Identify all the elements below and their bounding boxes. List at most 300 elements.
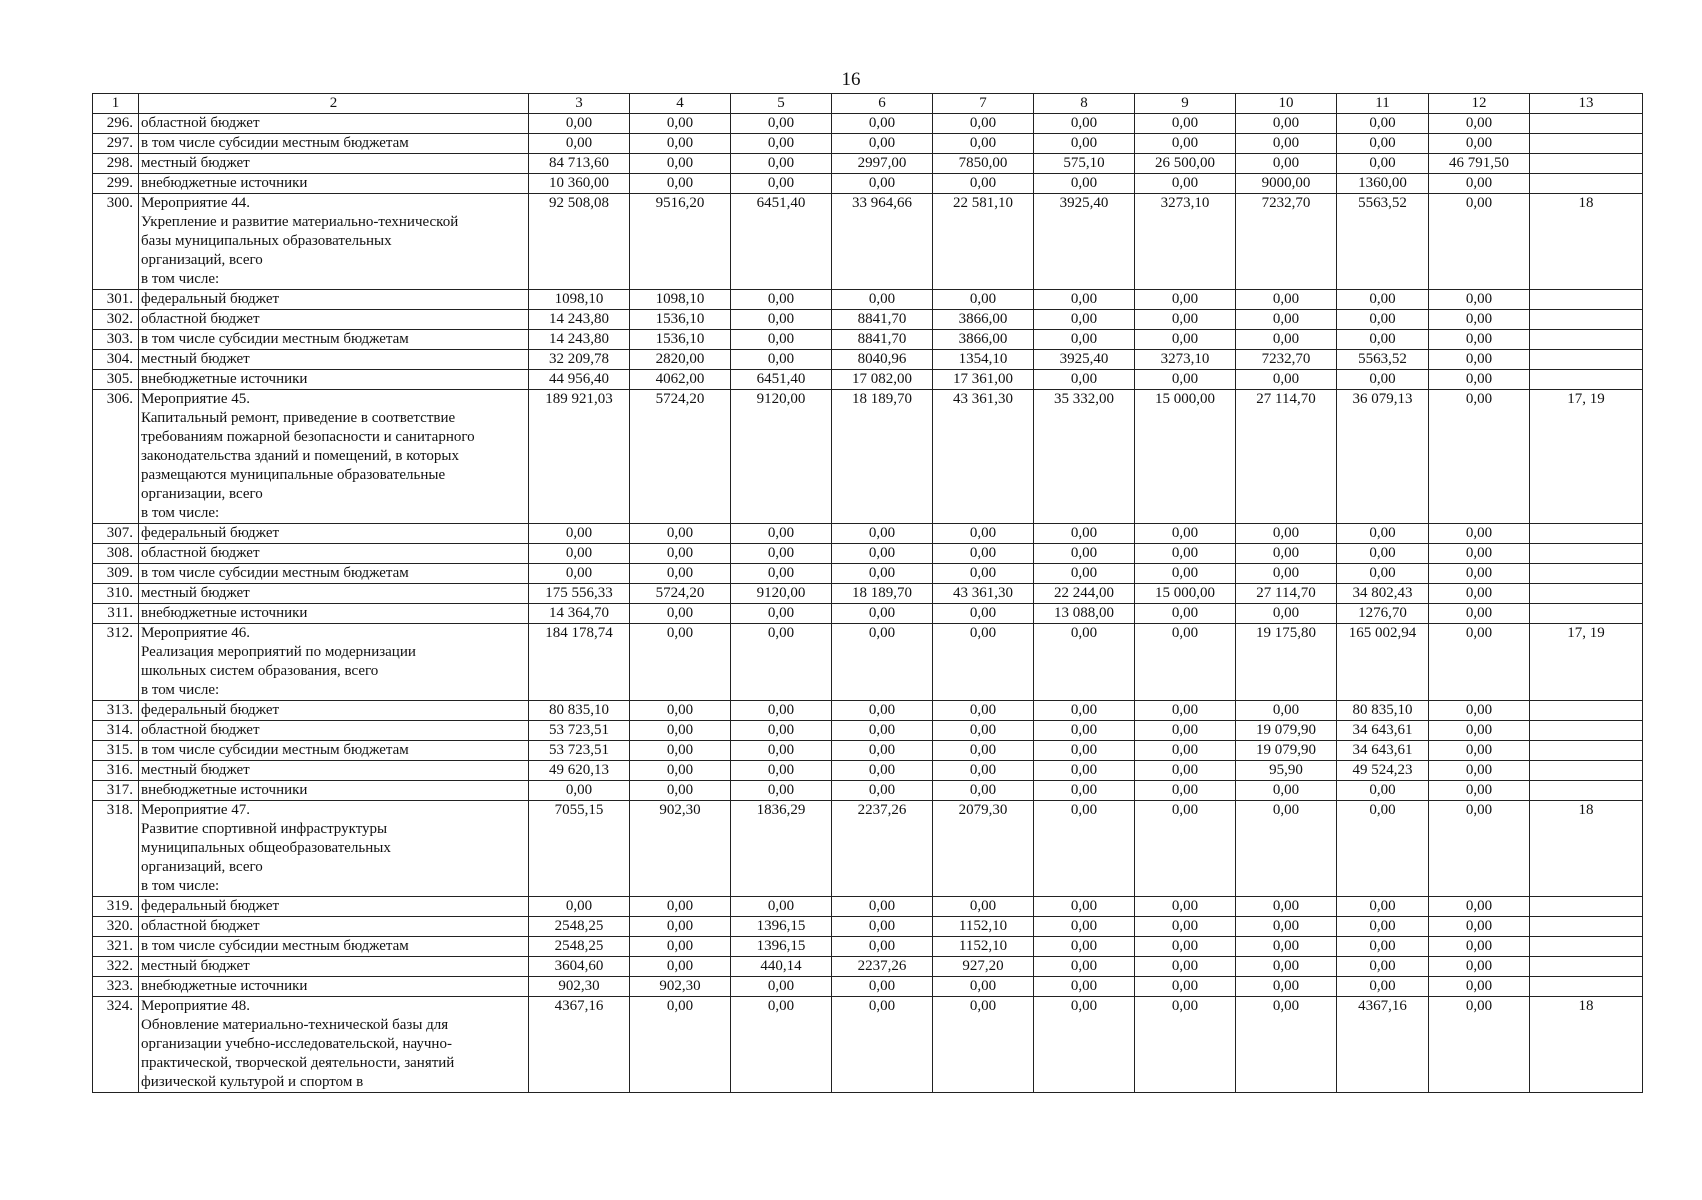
column-header: 8 — [1034, 94, 1135, 114]
row-name-line: Мероприятие 44. — [141, 195, 250, 211]
row-name — [139, 624, 529, 701]
link-cell — [1530, 917, 1643, 937]
value-cell: 0,00 — [630, 741, 731, 761]
value-cell: 0,00 — [1135, 897, 1236, 917]
value-cell: 0,00 — [1429, 174, 1530, 194]
row-name-line: областной бюджет — [141, 115, 260, 131]
value-cell: 19 175,80 — [1236, 624, 1337, 701]
value-cell: 26 500,00 — [1135, 154, 1236, 174]
row-number: 297. — [93, 134, 139, 154]
value-cell: 0,00 — [933, 114, 1034, 134]
value-cell: 0,00 — [731, 604, 832, 624]
row-number: 321. — [93, 937, 139, 957]
table-row — [93, 584, 1643, 604]
value-cell: 0,00 — [731, 897, 832, 917]
value-cell: 0,00 — [529, 134, 630, 154]
value-cell: 175 556,33 — [529, 584, 630, 604]
table-row — [93, 624, 1643, 701]
row-number: 308. — [93, 544, 139, 564]
value-cell: 0,00 — [529, 114, 630, 134]
value-cell: 0,00 — [1429, 997, 1530, 1093]
row-number: 314. — [93, 721, 139, 741]
value-cell: 0,00 — [832, 701, 933, 721]
table-row — [93, 604, 1643, 624]
value-cell: 0,00 — [832, 174, 933, 194]
row-name-line: Капитальный ремонт, приведение в соответствие — [141, 410, 456, 426]
link-cell: 17, 19 — [1530, 624, 1643, 701]
value-cell: 0,00 — [1034, 174, 1135, 194]
value-cell: 0,00 — [630, 781, 731, 801]
value-cell: 0,00 — [933, 604, 1034, 624]
column-header: 1 — [93, 94, 139, 114]
table-row — [93, 741, 1643, 761]
value-cell: 0,00 — [1135, 957, 1236, 977]
row-name-line: Укрепление и развитие материально-технической — [141, 214, 459, 230]
value-cell: 0,00 — [1135, 624, 1236, 701]
row-name — [139, 957, 529, 977]
value-cell: 14 243,80 — [529, 330, 630, 350]
value-cell: 0,00 — [1034, 801, 1135, 897]
table-row — [93, 154, 1643, 174]
row-name-line: организации учебно-исследовательской, научно- — [141, 1036, 452, 1052]
row-number: 324. — [93, 997, 139, 1093]
link-cell — [1530, 544, 1643, 564]
row-name-line: внебюджетные источники — [141, 175, 308, 191]
value-cell: 0,00 — [630, 701, 731, 721]
row-name — [139, 937, 529, 957]
value-cell: 4367,16 — [1337, 997, 1429, 1093]
value-cell: 0,00 — [1429, 937, 1530, 957]
value-cell: 0,00 — [832, 564, 933, 584]
value-cell: 0,00 — [731, 174, 832, 194]
row-number: 299. — [93, 174, 139, 194]
table-row — [93, 330, 1643, 350]
value-cell: 0,00 — [1135, 781, 1236, 801]
value-cell: 0,00 — [933, 624, 1034, 701]
value-cell: 0,00 — [529, 524, 630, 544]
value-cell: 80 835,10 — [529, 701, 630, 721]
value-cell: 19 079,90 — [1236, 721, 1337, 741]
row-name — [139, 194, 529, 290]
value-cell: 0,00 — [630, 997, 731, 1093]
column-header: 13 — [1530, 94, 1643, 114]
table-row — [93, 801, 1643, 897]
row-number: 312. — [93, 624, 139, 701]
value-cell: 0,00 — [1135, 997, 1236, 1093]
link-cell — [1530, 524, 1643, 544]
value-cell: 0,00 — [832, 290, 933, 310]
value-cell: 0,00 — [832, 937, 933, 957]
row-number: 318. — [93, 801, 139, 897]
row-name-line: муниципальных общеобразовательных — [141, 840, 391, 856]
value-cell: 22 244,00 — [1034, 584, 1135, 604]
value-cell: 0,00 — [731, 701, 832, 721]
value-cell: 0,00 — [731, 114, 832, 134]
row-name — [139, 134, 529, 154]
value-cell: 0,00 — [731, 290, 832, 310]
link-cell — [1530, 721, 1643, 741]
column-header: 9 — [1135, 94, 1236, 114]
value-cell: 6451,40 — [731, 194, 832, 290]
row-number: 298. — [93, 154, 139, 174]
value-cell: 0,00 — [1236, 564, 1337, 584]
link-cell — [1530, 781, 1643, 801]
table-row — [93, 310, 1643, 330]
value-cell: 0,00 — [933, 721, 1034, 741]
link-cell — [1530, 957, 1643, 977]
value-cell: 0,00 — [933, 564, 1034, 584]
value-cell: 0,00 — [731, 350, 832, 370]
value-cell: 7232,70 — [1236, 194, 1337, 290]
value-cell: 0,00 — [1337, 290, 1429, 310]
value-cell: 0,00 — [832, 761, 933, 781]
value-cell: 2548,25 — [529, 937, 630, 957]
row-name — [139, 114, 529, 134]
value-cell: 0,00 — [1034, 937, 1135, 957]
value-cell: 14 243,80 — [529, 310, 630, 330]
value-cell: 0,00 — [1429, 114, 1530, 134]
value-cell: 0,00 — [1337, 917, 1429, 937]
value-cell: 0,00 — [1337, 154, 1429, 174]
value-cell: 2820,00 — [630, 350, 731, 370]
table-row — [93, 937, 1643, 957]
value-cell: 0,00 — [630, 544, 731, 564]
value-cell: 0,00 — [1429, 624, 1530, 701]
link-cell — [1530, 154, 1643, 174]
row-name-line: требованиям пожарной безопасности и санитарного — [141, 429, 475, 445]
value-cell: 0,00 — [1135, 977, 1236, 997]
value-cell: 0,00 — [1337, 544, 1429, 564]
value-cell: 0,00 — [1337, 897, 1429, 917]
value-cell: 18 189,70 — [832, 584, 933, 604]
row-name — [139, 524, 529, 544]
value-cell: 6451,40 — [731, 370, 832, 390]
value-cell: 0,00 — [1034, 544, 1135, 564]
value-cell: 0,00 — [1135, 917, 1236, 937]
value-cell: 0,00 — [1236, 524, 1337, 544]
value-cell: 0,00 — [1429, 721, 1530, 741]
value-cell: 3925,40 — [1034, 194, 1135, 290]
column-header: 3 — [529, 94, 630, 114]
value-cell: 0,00 — [1337, 564, 1429, 584]
value-cell: 0,00 — [1135, 330, 1236, 350]
value-cell: 8841,70 — [832, 330, 933, 350]
value-cell: 43 361,30 — [933, 584, 1034, 604]
value-cell: 902,30 — [529, 977, 630, 997]
value-cell: 184 178,74 — [529, 624, 630, 701]
budget-table — [92, 93, 1643, 1093]
row-name-line: внебюджетные источники — [141, 605, 308, 621]
row-name-line: федеральный бюджет — [141, 702, 280, 718]
row-name-line: местный бюджет — [141, 762, 250, 778]
value-cell: 0,00 — [731, 977, 832, 997]
row-name-line: размещаются муниципальные образовательные — [141, 467, 446, 483]
row-name — [139, 350, 529, 370]
row-number: 322. — [93, 957, 139, 977]
link-cell: 17, 19 — [1530, 390, 1643, 524]
value-cell: 0,00 — [1429, 544, 1530, 564]
value-cell: 440,14 — [731, 957, 832, 977]
value-cell: 8040,96 — [832, 350, 933, 370]
value-cell: 13 088,00 — [1034, 604, 1135, 624]
table-row — [93, 194, 1643, 290]
link-cell — [1530, 134, 1643, 154]
table-row — [93, 564, 1643, 584]
value-cell: 3604,60 — [529, 957, 630, 977]
value-cell: 0,00 — [1337, 977, 1429, 997]
table-row — [93, 370, 1643, 390]
value-cell: 0,00 — [1135, 604, 1236, 624]
link-cell — [1530, 701, 1643, 721]
row-name-line: школьных систем образования, всего — [141, 663, 379, 679]
value-cell: 9516,20 — [630, 194, 731, 290]
value-cell: 0,00 — [529, 564, 630, 584]
value-cell: 15 000,00 — [1135, 584, 1236, 604]
value-cell: 1354,10 — [933, 350, 1034, 370]
value-cell: 34 802,43 — [1337, 584, 1429, 604]
value-cell: 1396,15 — [731, 917, 832, 937]
row-name — [139, 781, 529, 801]
value-cell: 0,00 — [1135, 721, 1236, 741]
value-cell: 1536,10 — [630, 330, 731, 350]
value-cell: 0,00 — [1236, 997, 1337, 1093]
link-cell — [1530, 174, 1643, 194]
value-cell: 0,00 — [1337, 370, 1429, 390]
value-cell: 0,00 — [1429, 957, 1530, 977]
row-name-line: в том числе субсидии местным бюджетам — [141, 331, 409, 347]
value-cell: 0,00 — [933, 997, 1034, 1093]
value-cell: 0,00 — [1135, 544, 1236, 564]
row-name — [139, 290, 529, 310]
row-name — [139, 977, 529, 997]
row-name-line: местный бюджет — [141, 155, 250, 171]
row-name — [139, 544, 529, 564]
link-cell — [1530, 310, 1643, 330]
value-cell: 0,00 — [1135, 290, 1236, 310]
value-cell: 0,00 — [933, 290, 1034, 310]
value-cell: 8841,70 — [832, 310, 933, 330]
row-name-line: практической, творческой деятельности, занятий — [141, 1055, 455, 1071]
value-cell: 0,00 — [832, 917, 933, 937]
table-row — [93, 544, 1643, 564]
row-number: 302. — [93, 310, 139, 330]
value-cell: 0,00 — [1429, 897, 1530, 917]
row-name-line: в том числе субсидии местным бюджетам — [141, 938, 409, 954]
value-cell: 5563,52 — [1337, 194, 1429, 290]
link-cell — [1530, 741, 1643, 761]
value-cell: 0,00 — [832, 897, 933, 917]
row-name — [139, 370, 529, 390]
value-cell: 0,00 — [1135, 310, 1236, 330]
row-name — [139, 310, 529, 330]
row-number: 296. — [93, 114, 139, 134]
value-cell: 927,20 — [933, 957, 1034, 977]
value-cell: 0,00 — [731, 564, 832, 584]
value-cell: 0,00 — [1135, 134, 1236, 154]
value-cell: 0,00 — [529, 897, 630, 917]
row-name — [139, 897, 529, 917]
row-name — [139, 741, 529, 761]
value-cell: 33 964,66 — [832, 194, 933, 290]
value-cell: 0,00 — [1034, 524, 1135, 544]
value-cell: 0,00 — [1429, 801, 1530, 897]
value-cell: 84 713,60 — [529, 154, 630, 174]
value-cell: 0,00 — [1034, 997, 1135, 1093]
row-name — [139, 154, 529, 174]
row-name-line: в том числе субсидии местным бюджетам — [141, 565, 409, 581]
value-cell: 49 524,23 — [1337, 761, 1429, 781]
value-cell: 0,00 — [1236, 114, 1337, 134]
value-cell: 0,00 — [1337, 524, 1429, 544]
value-cell: 19 079,90 — [1236, 741, 1337, 761]
row-name-line: в том числе: — [141, 878, 220, 894]
value-cell: 1836,29 — [731, 801, 832, 897]
row-number: 307. — [93, 524, 139, 544]
value-cell: 0,00 — [1429, 194, 1530, 290]
row-name-line: внебюджетные источники — [141, 978, 308, 994]
row-name-line: Мероприятие 45. — [141, 391, 250, 407]
table-body — [93, 94, 1643, 1093]
row-name-line: организаций, всего — [141, 252, 263, 268]
value-cell: 0,00 — [1034, 917, 1135, 937]
value-cell: 0,00 — [1034, 370, 1135, 390]
value-cell: 0,00 — [832, 524, 933, 544]
link-cell: 18 — [1530, 997, 1643, 1093]
link-cell — [1530, 977, 1643, 997]
value-cell: 0,00 — [630, 134, 731, 154]
value-cell: 5724,20 — [630, 584, 731, 604]
value-cell: 0,00 — [1135, 741, 1236, 761]
value-cell: 0,00 — [1034, 957, 1135, 977]
value-cell: 0,00 — [1337, 937, 1429, 957]
value-cell: 0,00 — [731, 154, 832, 174]
value-cell: 0,00 — [1429, 977, 1530, 997]
value-cell: 44 956,40 — [529, 370, 630, 390]
value-cell: 2079,30 — [933, 801, 1034, 897]
value-cell: 0,00 — [1034, 624, 1135, 701]
link-cell — [1530, 937, 1643, 957]
row-name-line: Обновление материально-технической базы для — [141, 1017, 449, 1033]
value-cell: 0,00 — [630, 761, 731, 781]
value-cell: 0,00 — [832, 721, 933, 741]
value-cell: 0,00 — [1236, 781, 1337, 801]
value-cell: 0,00 — [529, 781, 630, 801]
value-cell: 0,00 — [1236, 154, 1337, 174]
value-cell: 35 332,00 — [1034, 390, 1135, 524]
row-name — [139, 174, 529, 194]
value-cell: 9120,00 — [731, 584, 832, 604]
value-cell: 0,00 — [832, 134, 933, 154]
value-cell: 0,00 — [1236, 937, 1337, 957]
value-cell: 22 581,10 — [933, 194, 1034, 290]
row-name — [139, 564, 529, 584]
value-cell: 46 791,50 — [1429, 154, 1530, 174]
value-cell: 3866,00 — [933, 310, 1034, 330]
value-cell: 27 114,70 — [1236, 584, 1337, 604]
value-cell: 0,00 — [731, 721, 832, 741]
value-cell: 0,00 — [933, 897, 1034, 917]
row-name-line: местный бюджет — [141, 958, 250, 974]
value-cell: 14 364,70 — [529, 604, 630, 624]
value-cell: 0,00 — [933, 977, 1034, 997]
value-cell: 0,00 — [1429, 330, 1530, 350]
value-cell: 0,00 — [1135, 937, 1236, 957]
table-row — [93, 781, 1643, 801]
value-cell: 0,00 — [1135, 114, 1236, 134]
value-cell: 15 000,00 — [1135, 390, 1236, 524]
value-cell: 0,00 — [731, 544, 832, 564]
value-cell: 0,00 — [832, 544, 933, 564]
value-cell: 0,00 — [1429, 134, 1530, 154]
column-header: 12 — [1429, 94, 1530, 114]
value-cell: 5563,52 — [1337, 350, 1429, 370]
value-cell: 18 189,70 — [832, 390, 933, 524]
value-cell: 0,00 — [529, 544, 630, 564]
value-cell: 34 643,61 — [1337, 721, 1429, 741]
value-cell: 53 723,51 — [529, 741, 630, 761]
value-cell: 0,00 — [1135, 174, 1236, 194]
link-cell — [1530, 114, 1643, 134]
value-cell: 0,00 — [1135, 701, 1236, 721]
value-cell: 92 508,08 — [529, 194, 630, 290]
value-cell: 0,00 — [1135, 761, 1236, 781]
value-cell: 0,00 — [1429, 350, 1530, 370]
value-cell: 0,00 — [1034, 330, 1135, 350]
value-cell: 0,00 — [1429, 524, 1530, 544]
value-cell: 0,00 — [1236, 604, 1337, 624]
value-cell: 0,00 — [933, 701, 1034, 721]
value-cell: 0,00 — [1429, 781, 1530, 801]
value-cell: 0,00 — [731, 781, 832, 801]
value-cell: 0,00 — [731, 761, 832, 781]
value-cell: 0,00 — [1034, 761, 1135, 781]
value-cell: 2997,00 — [832, 154, 933, 174]
value-cell: 0,00 — [630, 604, 731, 624]
row-number: 306. — [93, 390, 139, 524]
value-cell: 7850,00 — [933, 154, 1034, 174]
row-name-line: областной бюджет — [141, 918, 260, 934]
value-cell: 0,00 — [1034, 721, 1135, 741]
row-name-line: областной бюджет — [141, 545, 260, 561]
value-cell: 1098,10 — [529, 290, 630, 310]
value-cell: 80 835,10 — [1337, 701, 1429, 721]
table-row — [93, 290, 1643, 310]
value-cell: 5724,20 — [630, 390, 731, 524]
value-cell: 3273,10 — [1135, 350, 1236, 370]
value-cell: 0,00 — [630, 937, 731, 957]
value-cell: 0,00 — [1135, 370, 1236, 390]
value-cell: 27 114,70 — [1236, 390, 1337, 524]
value-cell: 49 620,13 — [529, 761, 630, 781]
column-header: 6 — [832, 94, 933, 114]
value-cell: 189 921,03 — [529, 390, 630, 524]
link-cell: 18 — [1530, 801, 1643, 897]
value-cell: 0,00 — [1337, 781, 1429, 801]
table-row — [93, 134, 1643, 154]
value-cell: 0,00 — [731, 624, 832, 701]
column-header: 11 — [1337, 94, 1429, 114]
value-cell: 0,00 — [1429, 917, 1530, 937]
value-cell: 0,00 — [630, 897, 731, 917]
value-cell: 902,30 — [630, 977, 731, 997]
row-name-line: организаций, всего — [141, 859, 263, 875]
link-cell — [1530, 350, 1643, 370]
value-cell: 10 360,00 — [529, 174, 630, 194]
value-cell: 0,00 — [1135, 524, 1236, 544]
table-row — [93, 721, 1643, 741]
value-cell: 1152,10 — [933, 937, 1034, 957]
row-number: 320. — [93, 917, 139, 937]
